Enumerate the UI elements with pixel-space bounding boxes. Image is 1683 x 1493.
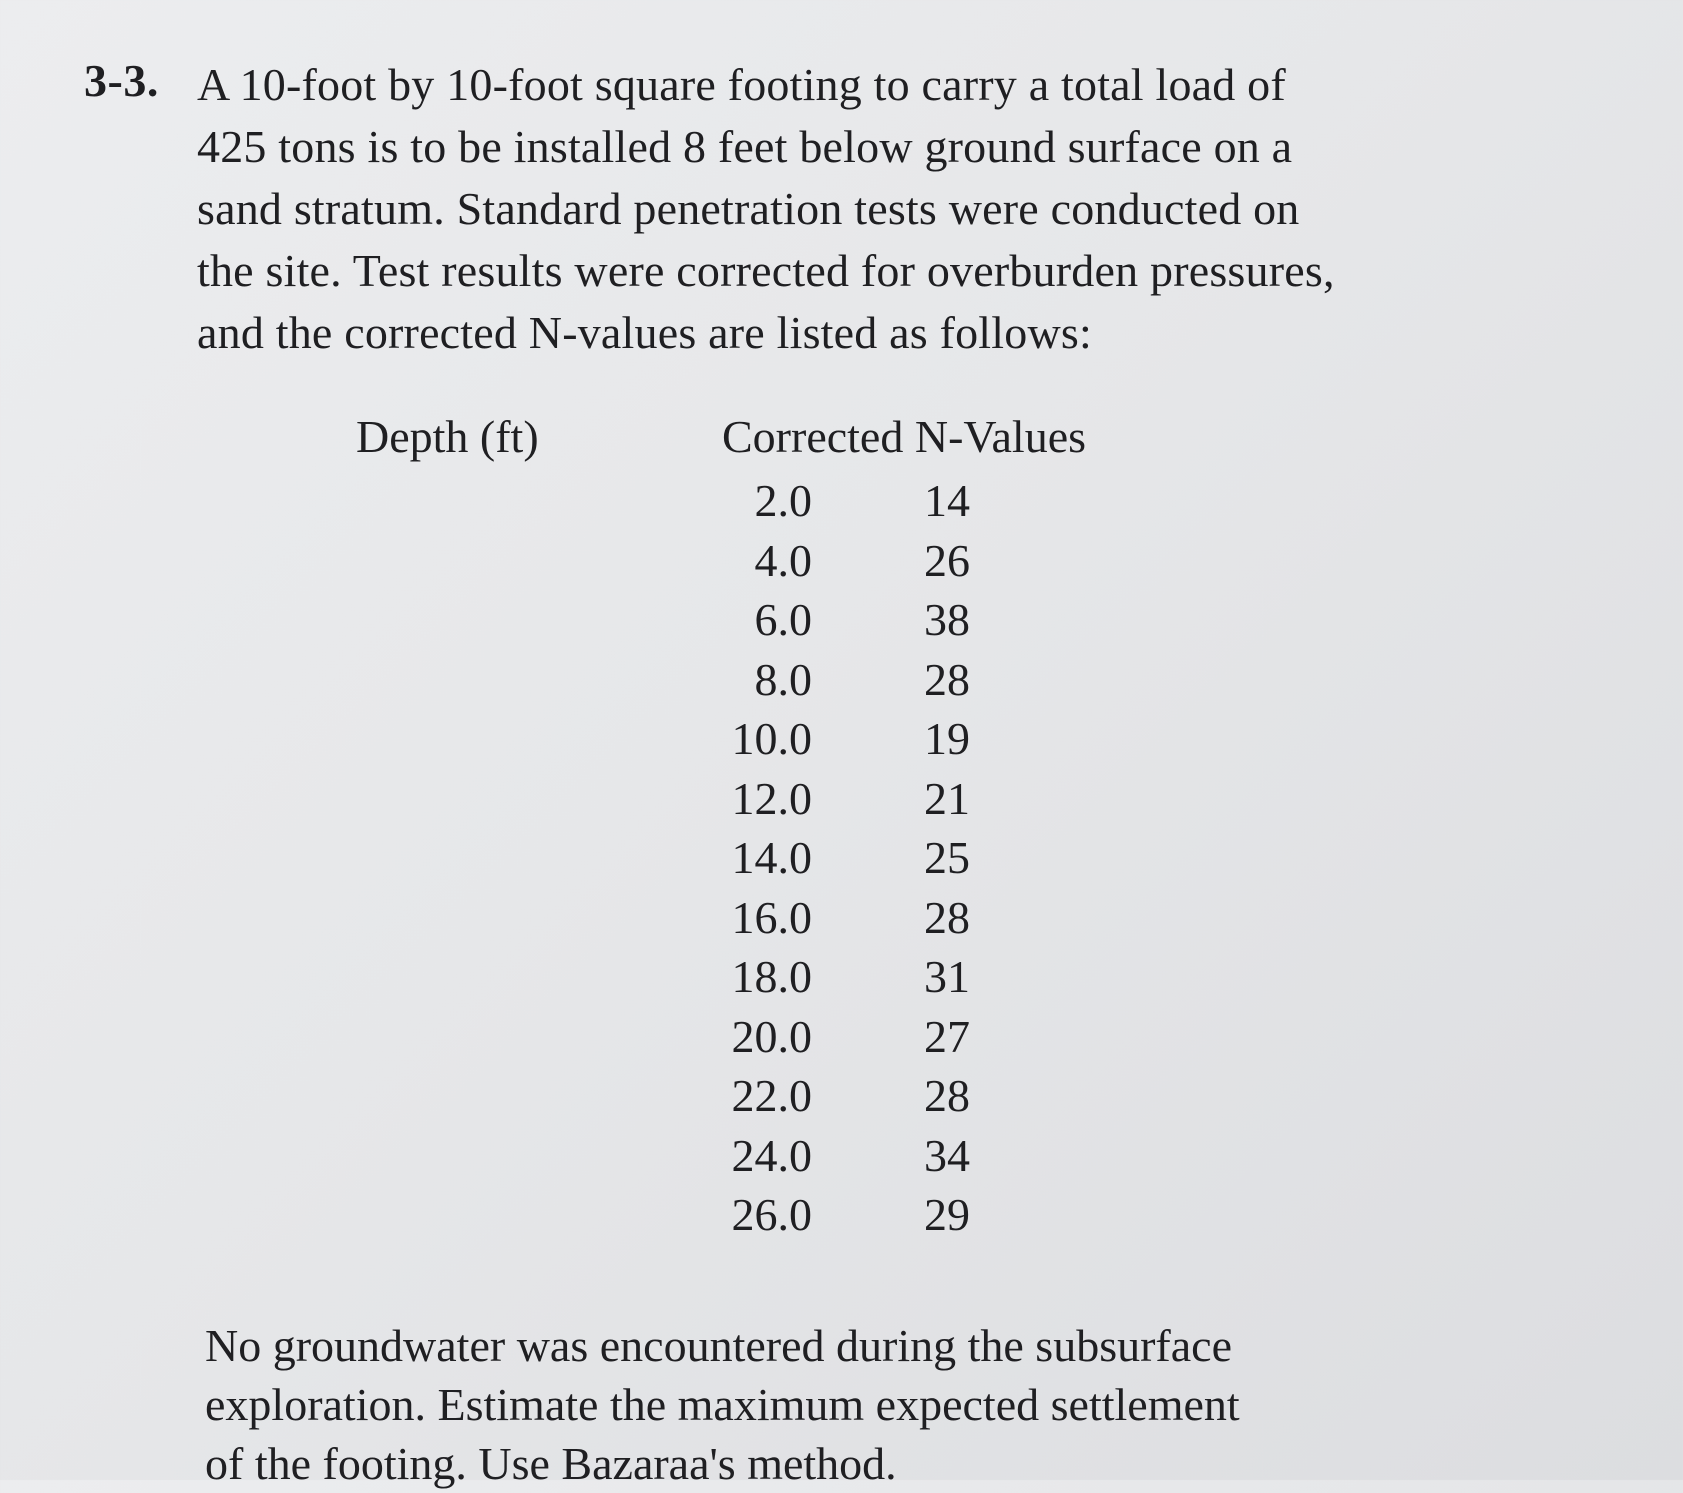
table-row	[330, 712, 1180, 772]
depth-cell: 18.0	[731, 951, 812, 1002]
n-value-cell: 21	[924, 772, 970, 824]
closing-text-line: of the footing. Use Bazaraa's method.	[205, 1438, 897, 1489]
table-row	[330, 653, 1180, 713]
problem-number: 3-3.	[84, 55, 159, 106]
depth-cell: 2.0	[754, 475, 812, 526]
n-values-table	[330, 410, 1180, 1248]
table-header	[330, 410, 1180, 474]
table-row	[330, 831, 1180, 891]
table-row	[330, 1188, 1180, 1248]
table-row	[330, 474, 1180, 534]
table-row	[330, 950, 1180, 1010]
n-value-cell: 26	[924, 534, 970, 586]
n-value-cell: 31	[924, 951, 970, 1002]
closing-statement	[205, 1316, 1505, 1493]
depth-cell: 10.0	[731, 713, 812, 764]
n-value-cell: 28	[924, 1070, 970, 1121]
table-row	[330, 593, 1180, 653]
n-value-cell: 28	[924, 653, 970, 705]
problem-text-line: sand stratum. Standard penetration tests were conducted on	[197, 183, 1300, 234]
n-value-cell: 28	[924, 891, 970, 943]
table-row	[330, 891, 1180, 951]
n-value-cell: 29	[924, 1189, 970, 1240]
problem-text-line: 425 tons is to be installed 8 feet below ground surface on a	[197, 121, 1293, 172]
n-value-cell: 27	[924, 1010, 970, 1062]
closing-text-line: exploration. Estimate the maximum expected settlement	[205, 1379, 1240, 1430]
problem-text-line: the site. Test results were corrected for overburden pressures,	[197, 245, 1335, 296]
depth-cell: 14.0	[731, 832, 812, 883]
problem-text-line: and the corrected N-values are listed as follows:	[197, 307, 1092, 358]
n-value-cell: 19	[924, 713, 970, 764]
table-row	[330, 772, 1180, 832]
problem-statement	[197, 54, 1497, 364]
depth-cell: 22.0	[731, 1070, 812, 1121]
depth-cell: 16.0	[731, 891, 812, 943]
depth-column-header: Depth (ft)	[356, 411, 539, 462]
depth-cell: 12.0	[731, 772, 812, 824]
table-row	[330, 1010, 1180, 1070]
closing-text-line: No groundwater was encountered during the subsurface	[205, 1320, 1232, 1371]
depth-cell: 6.0	[754, 594, 812, 645]
depth-cell: 4.0	[754, 534, 812, 586]
depth-cell: 8.0	[754, 653, 812, 705]
n-value-cell: 38	[924, 594, 970, 645]
n-value-cell: 34	[924, 1129, 970, 1181]
n-value-cell: 14	[924, 475, 970, 526]
table-row	[330, 534, 1180, 594]
problem-text-line: A 10-foot by 10-foot square footing to carry a total load of	[197, 59, 1286, 110]
n-values-column-header: Corrected N-Values	[722, 411, 1087, 462]
depth-cell: 20.0	[731, 1010, 812, 1062]
table-row	[330, 1129, 1180, 1189]
depth-cell: 26.0	[731, 1189, 812, 1240]
table-row	[330, 1069, 1180, 1129]
n-value-cell: 25	[924, 832, 970, 883]
depth-cell: 24.0	[731, 1129, 812, 1181]
